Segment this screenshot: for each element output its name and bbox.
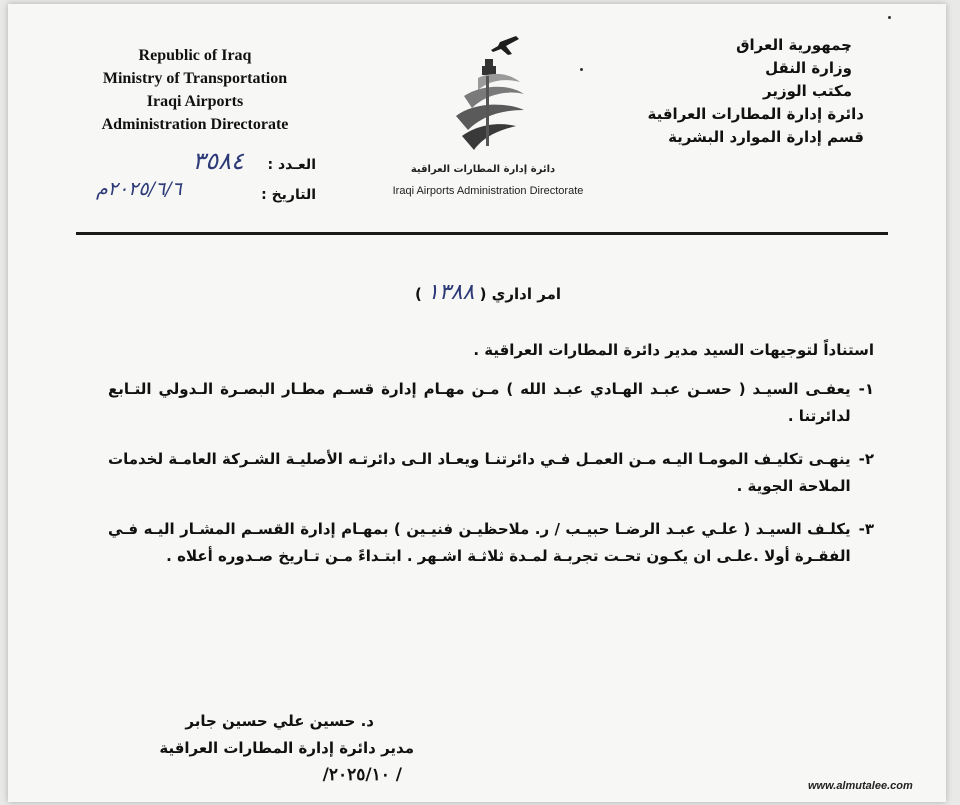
speck	[888, 16, 891, 19]
item-text: يعفـى السيـد ( حسـن عبـد الهـادي عبـد الله ) مـن مهـام إدارة قسـم مطـار البصـرة الـدولي التـابع لدائرتنا .	[108, 380, 851, 425]
english-letterhead	[80, 44, 310, 136]
order-item	[108, 376, 874, 430]
letterhead-line: دائرة إدارة المطارات العراقية	[647, 105, 864, 123]
speck	[580, 68, 583, 71]
intro-paragraph: استناداً لتوجيهات السيد مدير دائرة المطارات العراقية .	[473, 341, 874, 359]
letterhead-line: وزارة النقل	[765, 59, 852, 77]
item-number: ٢-	[858, 450, 874, 468]
order-label: امر اداري (	[479, 285, 562, 303]
letterhead-line: جمهورية العراق	[736, 36, 852, 54]
order-item	[108, 516, 874, 570]
order-title	[388, 280, 588, 305]
item-number: ١-	[858, 380, 874, 398]
number-label: العـدد :	[267, 157, 316, 173]
order-item	[108, 446, 874, 500]
signature-block	[118, 708, 414, 789]
letterhead-line: Ministry of Transportation	[102, 70, 288, 87]
logo-caption-english: Iraqi Airports Administration Directorate	[392, 185, 584, 197]
number-value: ٣٥٨٤	[192, 147, 244, 175]
header-divider	[76, 232, 888, 235]
airport-logo-icon	[438, 32, 538, 162]
logo-caption-arabic: دائرة إدارة المطارات العراقية	[410, 164, 556, 175]
letterhead-line: مكتب الوزير	[762, 82, 852, 100]
signatory-title: مدير دائرة إدارة المطارات العراقية	[159, 739, 414, 757]
date-label: التاريخ :	[261, 187, 316, 203]
signature-date: / ٢٠٢٥/١٠/	[322, 765, 402, 785]
document-page	[8, 4, 946, 802]
order-close: )	[414, 285, 422, 303]
date-field	[261, 184, 316, 203]
date-value: ٢٠٢٥/٦/٦م	[96, 178, 182, 200]
watermark: www.almutalee.com	[808, 780, 913, 792]
letterhead-line: Iraqi Airports	[146, 93, 244, 110]
order-number: ١٣٨٨	[427, 280, 475, 305]
letterhead-line: Republic of Iraq	[138, 47, 252, 64]
letterhead-line: Administration Directorate	[101, 116, 289, 133]
number-field	[192, 147, 316, 175]
arabic-letterhead	[604, 34, 864, 149]
signatory-name: د. حسين علي حسين جابر	[185, 712, 374, 730]
letterhead-line: قسم إدارة الموارد البشرية	[668, 128, 864, 146]
item-number: ٣-	[858, 520, 874, 538]
item-text: يكلـف السيـد ( علـي عبـد الرضـا حبيـب / ر. ملاحظيـن فنيـين ) بمهـام إدارة القسـم المشـار اليـه فـي الفقـرة أولا .علـى ان يكـون تحـت تجربـة لمـدة ثلاثـة اشـهر . ابتـداءً مـن تـاريخ صـدوره أعلاه .	[108, 520, 851, 565]
item-text: ينهـى تكليـف المومـا اليـه مـن العمـل فـي دائرتنـا ويعـاد الـى دائرتـه الأصليـة الشـركة العامـة لخدمات الملاحة الجوية .	[108, 450, 851, 495]
